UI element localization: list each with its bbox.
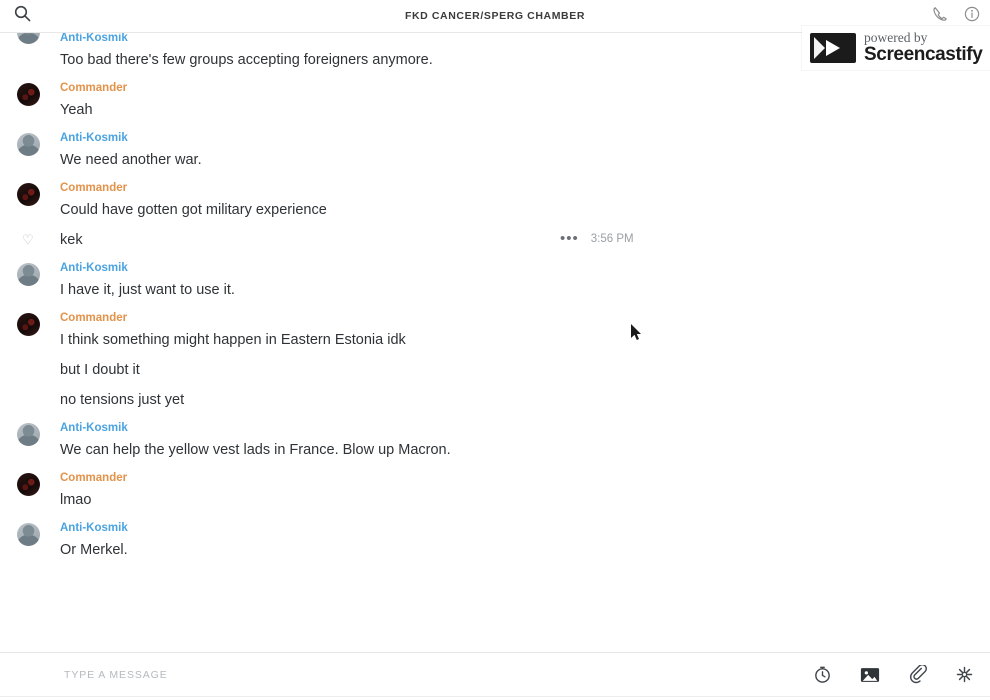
message-text: kek [60, 232, 83, 248]
composer-actions [813, 665, 990, 684]
message-group [0, 127, 990, 177]
message-group [0, 417, 990, 467]
message-line[interactable] [0, 145, 990, 175]
message-line[interactable] [0, 535, 990, 565]
search-icon [14, 5, 31, 27]
image-icon[interactable] [860, 666, 880, 684]
message-line[interactable] [0, 195, 990, 225]
message-text: but I doubt it [60, 362, 140, 378]
watermark-powered-by: powered by [864, 29, 928, 45]
screencastify-watermark [802, 26, 990, 70]
attachment-icon[interactable] [908, 665, 927, 684]
message-line[interactable] [0, 485, 990, 515]
window-bottom-edge [0, 696, 990, 700]
search-button[interactable] [0, 5, 44, 27]
message-line[interactable] [0, 355, 990, 385]
message-text: no tensions just yet [60, 392, 185, 408]
message-author[interactable]: Anti-Kosmik [60, 522, 128, 534]
message-composer [0, 652, 990, 696]
info-icon[interactable] [964, 6, 980, 27]
message-group [0, 467, 990, 517]
message-author[interactable]: Commander [60, 82, 128, 94]
message-text: Too bad there's few groups accepting foreigners anymore. [60, 52, 433, 68]
watermark-brand: Screencastify [864, 44, 983, 66]
message-list[interactable] [0, 29, 990, 652]
message-author[interactable]: Anti-Kosmik [60, 33, 128, 44]
message-line[interactable] [0, 225, 990, 255]
message-group [0, 257, 990, 307]
message-input[interactable] [0, 669, 813, 681]
message-author[interactable]: Anti-Kosmik [60, 422, 128, 434]
message-text: I think something might happen in Eastern Estonia idk [60, 332, 406, 348]
message-line[interactable] [0, 95, 990, 125]
message-timestamp: 3:56 PM [590, 233, 634, 245]
channel-title: FKD CANCER/SPERG CHAMBER [404, 10, 586, 22]
message-text: Or Merkel. [60, 542, 128, 558]
sparkle-icon[interactable] [955, 665, 974, 684]
message-group [0, 307, 990, 417]
message-line[interactable] [0, 435, 990, 465]
message-text: lmao [60, 492, 92, 508]
screencastify-logo-icon [810, 33, 856, 63]
message-author[interactable]: Commander [60, 182, 128, 194]
message-author[interactable]: Anti-Kosmik [60, 262, 128, 274]
message-text: We need another war. [60, 152, 202, 168]
message-text: Could have gotten got military experience [60, 202, 327, 218]
heart-icon[interactable]: ♡ [22, 232, 34, 247]
message-text: We can help the yellow vest lads in France. Blow up Macron. [60, 442, 451, 458]
message-meta [560, 229, 634, 249]
message-line[interactable] [0, 325, 990, 355]
message-group [0, 77, 990, 127]
message-author[interactable]: Anti-Kosmik [60, 132, 128, 144]
message-group [0, 177, 990, 257]
message-options-icon[interactable]: ••• [560, 230, 579, 247]
top-bar-actions [932, 6, 990, 27]
message-text: Yeah [60, 102, 93, 118]
message-text: I have it, just want to use it. [60, 282, 235, 298]
message-author[interactable]: Commander [60, 312, 128, 324]
message-author[interactable]: Commander [60, 472, 128, 484]
message-line[interactable] [0, 275, 990, 305]
timer-icon[interactable] [813, 665, 832, 684]
message-group [0, 517, 990, 567]
phone-icon[interactable] [932, 6, 948, 27]
message-line[interactable] [0, 385, 990, 415]
